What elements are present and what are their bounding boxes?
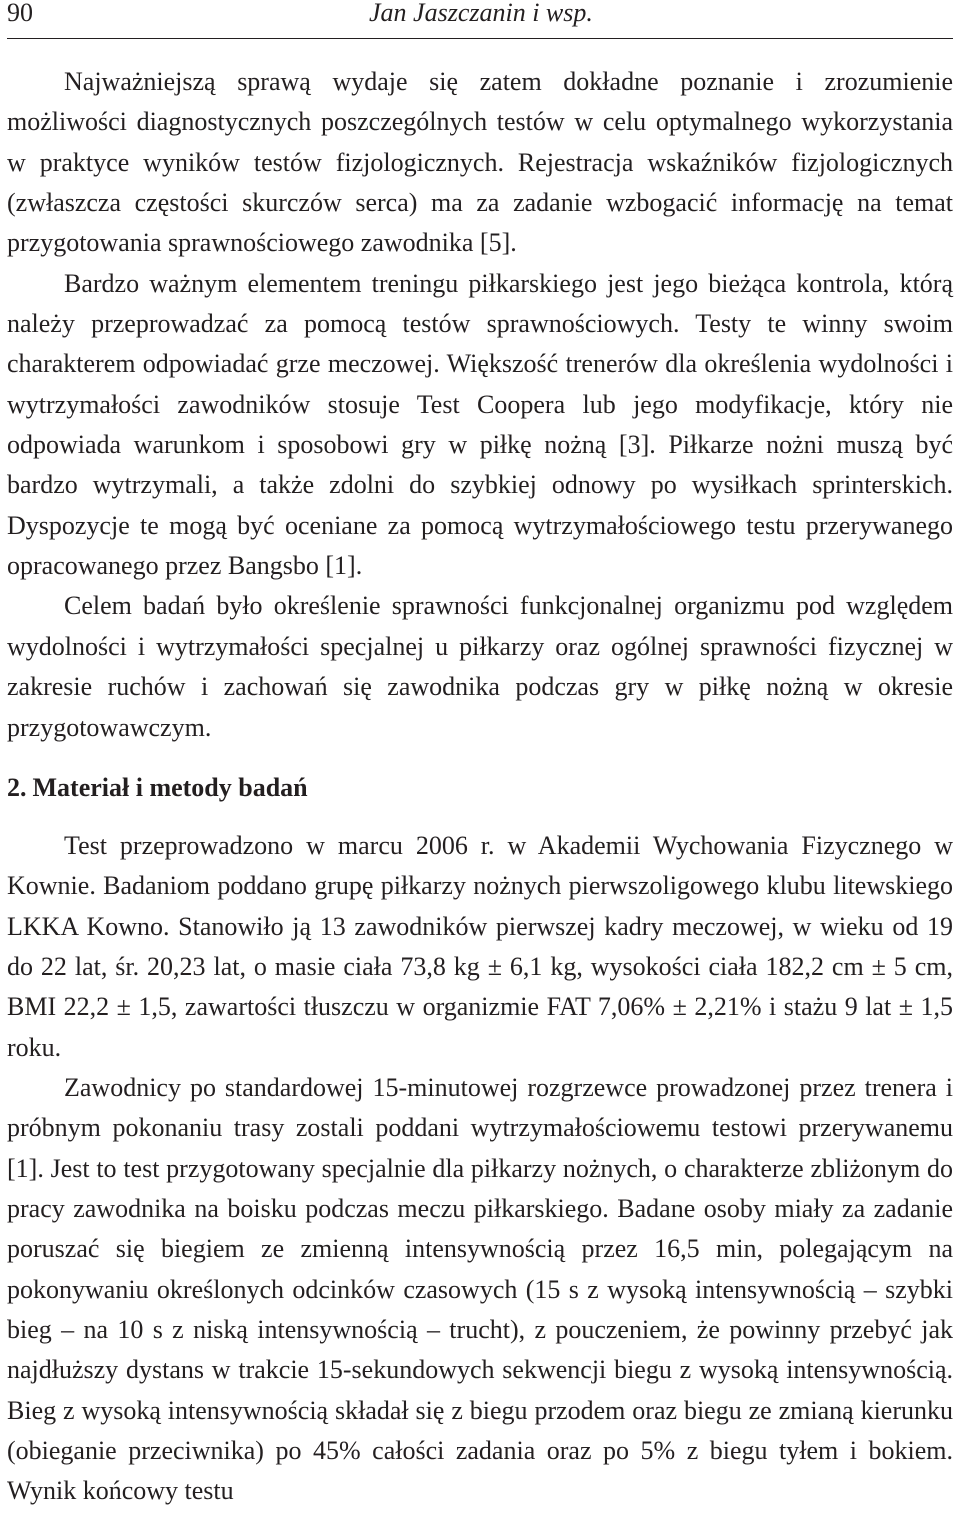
header-rule xyxy=(7,38,953,39)
paragraph-participants: Test przeprowadzono w marcu 2006 r. w Akademii Wychowania Fizycznego w Kownie. Badaniom poddano grupę piłkarzy nożnych pierwszoligowego klubu litewskiego LKKA Kowno. Stanowiło ją 13 zawodników pierwszej kadry meczowej, w wieku od 19 do 22 lat, śr. 20,23 lat, o masie ciała 73,8 kg ± 6,1 kg, wysokości ciała 182,2 cm ± 5 cm, BMI 22,2 ± 1,5, zawartości tłuszczu w organizmie FAT 7,06% ± 2,21% i stażu 9 lat ± 1,5 roku. xyxy=(7,830,953,1062)
running-title: Jan Jaszczanin i wsp. xyxy=(369,0,593,27)
paragraph-test-procedure: Zawodnicy po standardowej 15-minutowej rozgrzewce prowadzonej przez trenera i próbnym pokonaniu trasy zostali poddani wytrzymałościowemu testowi przerywanemu [1]. Jest to test przygotowany specjalnie dla piłkarzy nożnych, o charakterze zbliżonym do pracy zawodnika na boisku podczas meczu piłkarskiego. Badane osoby miały za zadanie poruszać się biegiem ze zmienną intensywnością przez 16,5 min, polegającym na pokonywaniu określonych odcinków czasowych (15 s z wysoką intensywnością – szybki bieg – na 10 s z niską intensywnością – trucht), z pouczeniem, że powinny przebyć jak najdłuższy dystans w trakcie 15-sekundowych sekwencji biegu z wysoką intensywnością. Bieg z wysoką intensywnością składał się z biegu przodem oraz biegu ze zmianą kierunku (obieganie przeciwnika) po 45% całości zadania oraz po 5% z biegu tyłem i bokiem. Wynik końcowy testu xyxy=(7,1072,953,1506)
page-header xyxy=(7,0,953,40)
section-title: Materiał i metody badań xyxy=(32,772,308,802)
paragraph-study-aim: Celem badań było określenie sprawności funkcjonalnej organizmu pod względem wydolności i wytrzymałości specjalnej u piłkarzy oraz ogólnej sprawności fizycznej w zakresie ruchów i zachowań się zawodnika podczas gry w piłkę nożną w okresie przygotowawczym. xyxy=(7,591,953,742)
body-text xyxy=(7,62,953,1512)
section-number: 2. xyxy=(7,772,27,802)
page-number: 90 xyxy=(7,0,33,27)
paragraph-training-control: Bardzo ważnym elementem treningu piłkarskiego jest jego bieżąca kontrola, którą należy przeprowadzać za pomocą testów sprawnościowych. Testy te winny swoim charakterem odpowiadać grze meczowej. Większość trenerów dla określenia wydolności i wytrzymałości zawodników stosuje Test Coopera lub jego modyfikacje, który nie odpowiada warunkom i sposobowi gry w piłkę nożną [3]. Piłkarze nożni muszą być bardzo wytrzymali, a także zdolni do szybkiej odnowy po wysiłkach sprinterskich. Dyspozycje te mogą być oceniane za pomocą wytrzymałościowego testu przerywanego opracowanego przez Bangsbo [1]. xyxy=(7,268,953,581)
paragraph-diagnostic-tests: Najważniejszą sprawą wydaje się zatem dokładne poznanie i zrozumienie możliwości diagnostycznych poszczególnych testów w celu optymalnego wykorzystania w praktyce wyników testów fizjologicznych. Rejestracja wskaźników fizjologicznych (zwłaszcza częstości skurczów serca) ma za zadanie wzbogacić informację na temat przygotowania sprawnościowego zawodnika [5]. xyxy=(7,67,953,258)
section-heading xyxy=(7,768,953,808)
